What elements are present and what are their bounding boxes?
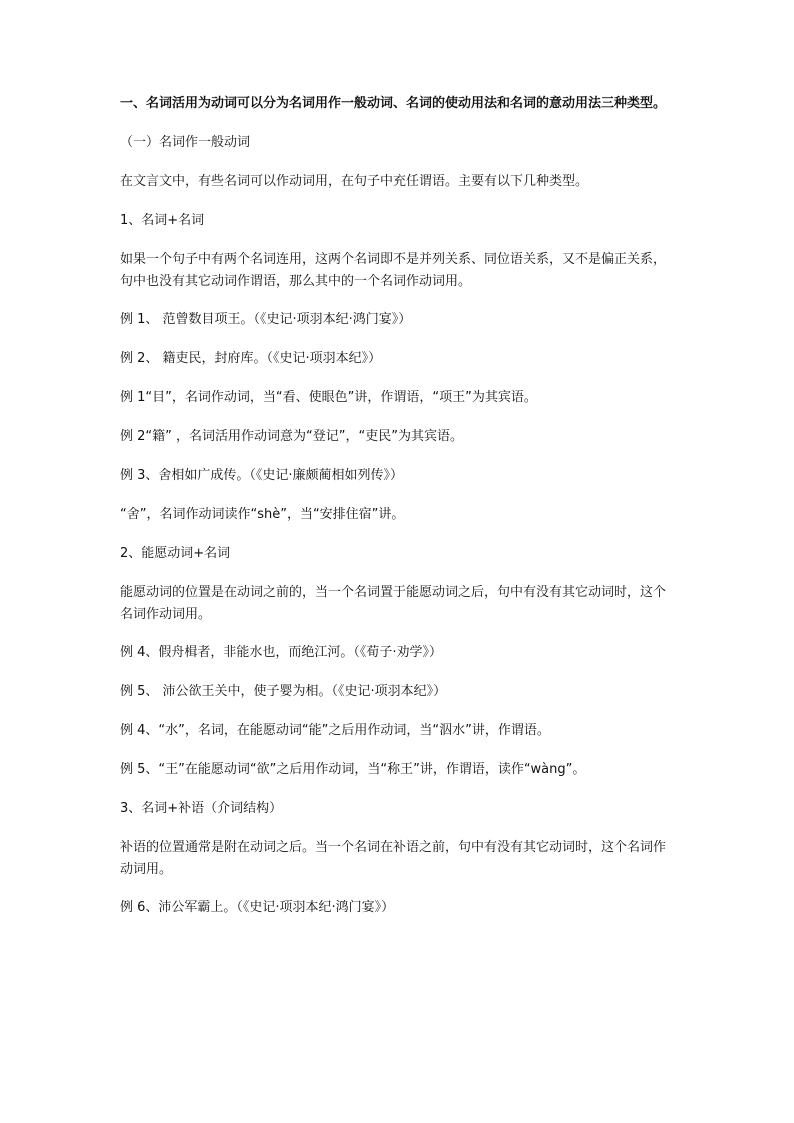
explanation: “舍”，名词作动词读作“shè”，当“安排住宿”讲。 <box>120 507 405 522</box>
explanation: 例 1“目”，名词作动词，当“看、使眼色”讲，作谓语，“项王”为其宾语。 <box>120 390 537 405</box>
paragraph: 如果一个句子中有两个名词连用，这两个名词即不是并列关系、同位语关系，又不是偏正关系，句中也没有其它动词作谓语，那么其中的一个名词作动词用。 <box>120 252 667 289</box>
example: 例 1、 范曾数目项王。（《史记·项羽本纪·鸿门宴》） <box>120 312 412 327</box>
example: 例 4、假舟楫者，非能水也，而绝江河。（《荀子·劝学》） <box>120 645 443 660</box>
explanation: 例 2“籍” ，名词活用作动词意为“登记”，“吏民”为其宾语。 <box>120 429 463 444</box>
type-heading: 3、名词+补语（介词结构） <box>120 801 283 816</box>
document-page <box>120 92 676 936</box>
subsection-title: （一）名词作一般动词 <box>120 135 251 150</box>
example: 例 3、舍相如广成传。（《史记·廉颇蔺相如列传》） <box>120 468 404 483</box>
example: 例 5、 沛公欲王关中，使子婴为相。（《史记·项羽本纪》） <box>120 684 447 699</box>
type-heading: 1、名词+名词 <box>120 213 205 228</box>
explanation: 例 4、“水”，名词，在能愿动词“能”之后用作动词，当“泅水”讲，作谓语。 <box>120 723 550 738</box>
paragraph: 在文言文中，有些名词可以作动词用，在句子中充任谓语。主要有以下几种类型。 <box>120 174 589 189</box>
section-heading: 一、名词活用为动词可以分为名词用作一般动词、名词的使动用法和名词的意动用法三种类型。 <box>120 96 667 111</box>
explanation: 例 5、“王”在能愿动词“欲”之后用作动词，当“称王”讲，作谓语，读作“wàng”。 <box>120 762 586 777</box>
example: 例 6、沛公军霸上。（《史记·项羽本纪·鸿门宴》） <box>120 900 395 915</box>
type-heading: 2、能愿动词+名词 <box>120 546 231 561</box>
example: 例 2、 籍吏民，封府库。（《史记·项羽本纪》） <box>120 351 382 366</box>
paragraph: 补语的位置通常是附在动词之后。当一个名词在补语之前，句中有没有其它动词时，这个名词作动词用。 <box>120 840 667 877</box>
paragraph: 能愿动词的位置是在动词之前的，当一个名词置于能愿动词之后，句中有没有其它动词时，这个名词作动词用。 <box>120 585 667 622</box>
